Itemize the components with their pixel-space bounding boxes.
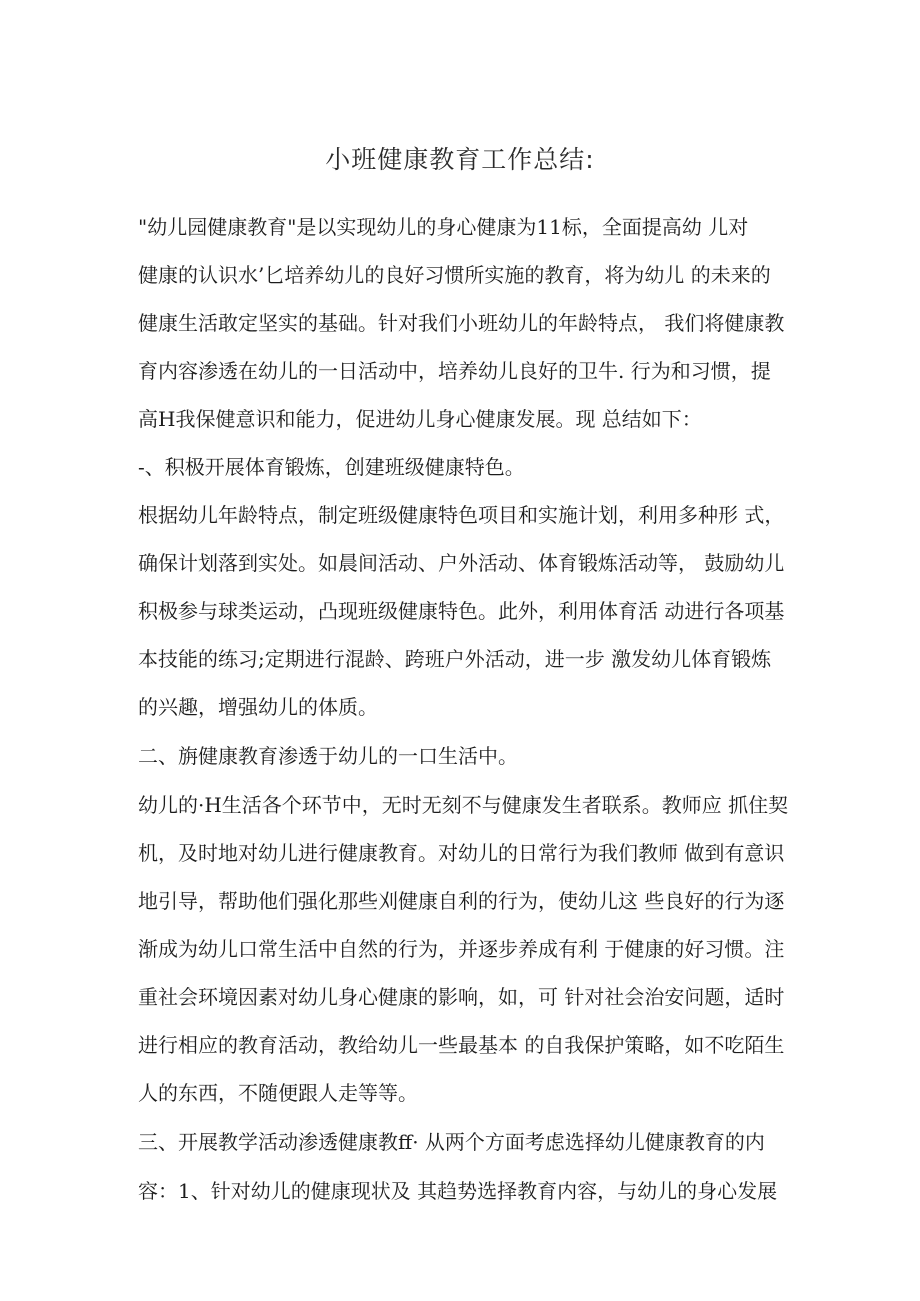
paragraph-line: 根据幼儿年龄特点，制定班级健康特色项目和实施计划，利用多种形 式， (138, 503, 785, 527)
paragraph-line: 本技能的练习;定期进行混龄、跨班户外活动，进一步 激发幼儿体育锻炼 (138, 647, 772, 671)
paragraph-line: 幼儿的·H生活各个环节中，无时无刻不与健康发生者联系。教师应 抓住契 (138, 793, 789, 817)
paragraph-line: "幼儿园健康教育"是以实现幼儿的身心健康为11标，全面提高幼 儿对 (138, 215, 749, 239)
paragraph-line: 高H我保健意识和能力，促进幼儿身心健康发展。现 总结如下： (138, 407, 702, 431)
paragraph-line: 人的东西，不随便跟人走等等。 (138, 1081, 418, 1105)
section-heading-3: 三、开展教学活动渗透健康教ff· 从两个方面考虑选择幼儿健康教育的内 (138, 1130, 765, 1154)
document-title: 小班健康教育工作总结: (325, 145, 595, 174)
paragraph-line: 育内容渗透在幼儿的一日活动中，培养幼儿良好的卫牛. 行为和习惯，提 (138, 359, 771, 383)
section-heading-1: -、积极开展体育锻炼，创建班级健康特色。 (138, 455, 525, 479)
paragraph-line: 积极参与球类运动，凸现班级健康特色。此外，利用体育活 动进行各项基 (138, 599, 785, 623)
paragraph-line: 确保计划落到实处。如晨间活动、户外活动、体育锻炼活动等， 鼓励幼儿 (138, 551, 785, 575)
paragraph-line: 容：1、针对幼儿的健康现状及 其趋势选择教育内容，与幼儿的身心发展 (138, 1179, 778, 1203)
paragraph-line: 健康的认识水’匕培养幼儿的良好习惯所实施的教育，将为幼儿 的未来的 (138, 263, 771, 287)
paragraph-line: 进行相应的教育活动，教给幼儿一些最基本 的自我保护策略，如不吃陌生 (138, 1033, 785, 1057)
paragraph-line: 渐成为幼儿口常生活中自然的行为，并逐步养成有利 于健康的好习惯。注 (138, 937, 785, 961)
paragraph-line: 机，及时地对幼儿进行健康教育。对幼儿的日常行为我们教师 做到有意识 (138, 841, 785, 865)
paragraph-line: 的兴趣，增强幼儿的体质。 (138, 695, 378, 719)
section-heading-2: 二、旃健康教育渗透于幼儿的一口生活中。 (138, 744, 518, 768)
paragraph-line: 重社会环境因素对幼儿身心健康的影响，如，可 针对社会治安问题，适时 (138, 985, 785, 1009)
paragraph-line: 地引导，帮助他们强化那些刈健康自利的行为，使幼儿这 些良好的行为逐 (138, 889, 785, 913)
paragraph-line: 健康生活敢定坚实的基础。针对我们小班幼儿的年龄特点， 我们将健康教 (138, 311, 785, 335)
